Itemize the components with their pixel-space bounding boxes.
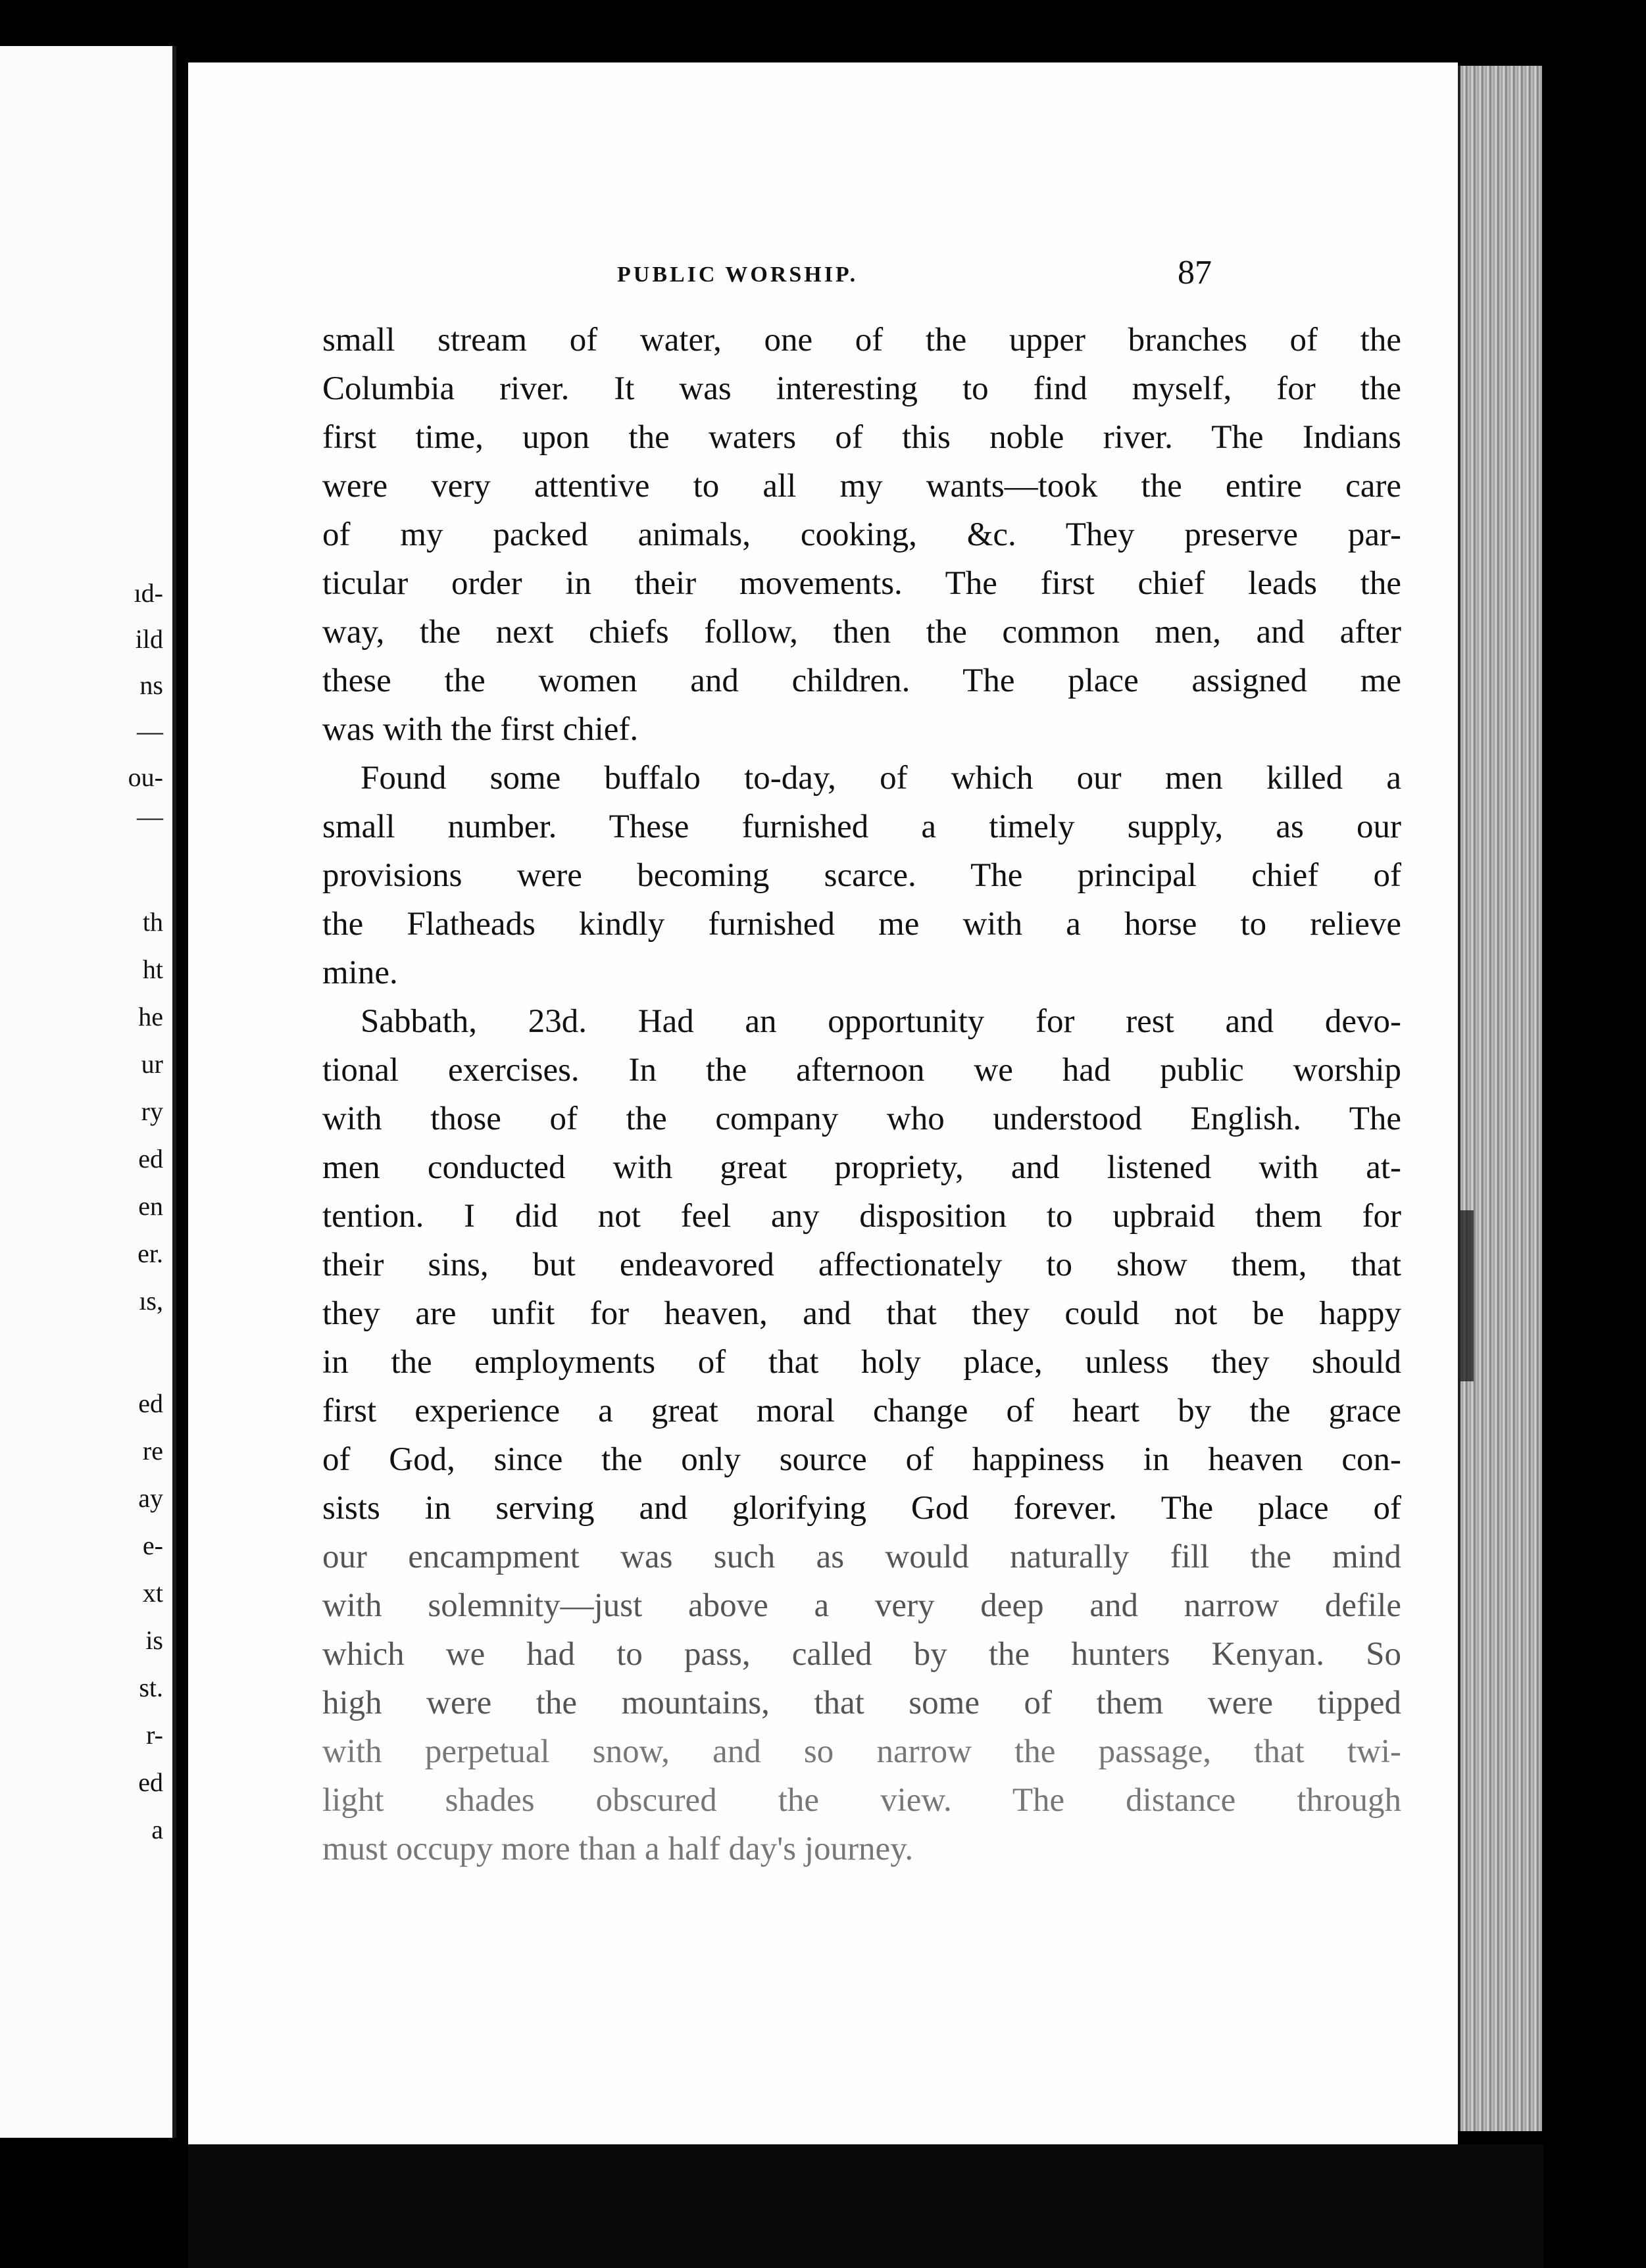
left-fragment: st. <box>139 1673 163 1702</box>
text-line: with solemnity—just above a very deep and narrow defile <box>322 1587 1401 1624</box>
text-line: of God, since the only source of happiness in heaven con- <box>322 1441 1401 1478</box>
left-fragment: ou- <box>128 762 163 792</box>
left-fragment: ed <box>138 1389 163 1418</box>
text-line: which we had to pass, called by the hunters Kenyan. So <box>322 1636 1401 1673</box>
text-line: were very attentive to all my wants—took the entire care <box>322 468 1401 505</box>
text-line: with perpetual snow, and so narrow the passage, that twi- <box>322 1733 1401 1770</box>
left-fragment: ur <box>141 1049 163 1079</box>
text-line: tional exercises. In the afternoon we had public worship <box>322 1052 1401 1089</box>
left-fragment: ay <box>138 1483 163 1513</box>
left-page-text-fragments <box>0 46 172 2138</box>
running-head: PUBLIC WORSHIP. <box>617 262 859 287</box>
text-line: provisions were becoming scarce. The principal chief of <box>322 857 1401 894</box>
left-fragment: r- <box>146 1720 163 1750</box>
left-fragment: re <box>142 1436 163 1466</box>
text-line: Columbia river. It was interesting to find myself, for the <box>322 370 1401 407</box>
page-number: 87 <box>1178 254 1212 291</box>
text-line: their sins, but endeavored affectionately to show them, that <box>322 1246 1401 1283</box>
text-line: Sabbath, 23d. Had an opportunity for rest and devo- <box>361 1003 1401 1040</box>
text-line: these the women and children. The place assigned me <box>322 662 1401 699</box>
text-line: way, the next chiefs follow, then the common men, and after <box>322 614 1401 651</box>
left-fragment: er. <box>137 1239 163 1268</box>
text-line: sists in serving and glorifying God forever. The place of <box>322 1490 1401 1527</box>
body-text <box>322 316 1401 1873</box>
text-line: with those of the company who understood English. The <box>322 1100 1401 1137</box>
page-header <box>188 253 1458 306</box>
left-fragment: — <box>137 716 163 746</box>
text-line: in the employments of that holy place, unless they should <box>322 1344 1401 1381</box>
bottom-shadow <box>188 2144 1543 2268</box>
left-fragment: a <box>151 1815 163 1844</box>
left-fragment: ns <box>139 670 163 700</box>
text-line: small stream of water, one of the upper branches of the <box>322 322 1401 358</box>
text-line: mine. <box>322 954 398 991</box>
text-line: men conducted with great propriety, and listened with at- <box>322 1149 1401 1186</box>
text-line: light shades obscured the view. The distance through <box>322 1782 1401 1819</box>
text-line: of my packed animals, cooking, &c. They preserve par- <box>322 516 1401 553</box>
left-fragment: th <box>142 907 163 937</box>
page-block-edges <box>1458 66 1542 2131</box>
text-line: ticular order in their movements. The first chief leads the <box>322 565 1401 602</box>
text-line: Found some buffalo to-day, of which our men killed a <box>361 760 1401 797</box>
left-fragment: — <box>137 802 163 831</box>
left-fragment: ed <box>138 1767 163 1797</box>
book-page <box>188 62 1458 2148</box>
left-fragment: ry <box>141 1097 163 1126</box>
left-fragment: ıs, <box>139 1286 163 1316</box>
left-fragment: ild <box>135 624 163 654</box>
left-fragment: ed <box>138 1144 163 1173</box>
text-line: high were the mountains, that some of them were tipped <box>322 1685 1401 1721</box>
left-fragment: e- <box>142 1531 163 1560</box>
text-line: small number. These furnished a timely supply, as our <box>322 808 1401 845</box>
left-fragment: he <box>138 1002 163 1031</box>
text-line: tention. I did not feel any disposition to upbraid them for <box>322 1198 1401 1235</box>
text-line: they are unfit for heaven, and that they could not be happy <box>322 1295 1401 1332</box>
text-line: was with the first chief. <box>322 711 639 748</box>
facing-left-page <box>0 46 176 2138</box>
left-fragment: en <box>138 1191 163 1221</box>
text-line: first experience a great moral change of heart by the grace <box>322 1393 1401 1429</box>
left-fragment: is <box>145 1625 163 1655</box>
left-fragment: ht <box>142 954 163 984</box>
text-line: the Flatheads kindly furnished me with a horse to relieve <box>322 906 1401 943</box>
text-line: first time, upon the waters of this noble river. The Indians <box>322 419 1401 456</box>
left-fragment: ıd- <box>134 578 163 608</box>
text-line: our encampment was such as would naturally fill the mind <box>322 1539 1401 1575</box>
text-line: must occupy more than a half day's journey. <box>322 1831 914 1867</box>
left-fragment: xt <box>142 1578 163 1608</box>
